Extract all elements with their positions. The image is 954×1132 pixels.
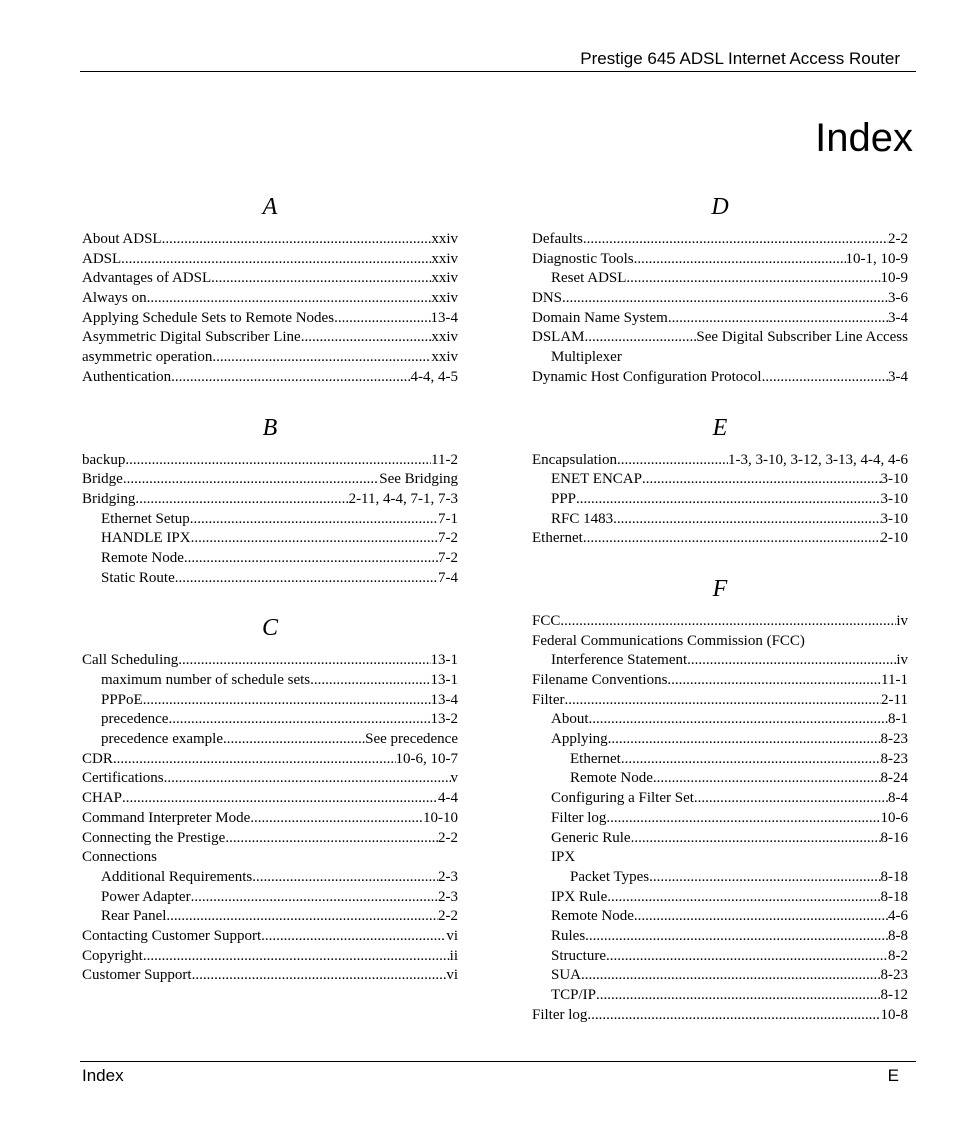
index-term: Bridging: [82, 490, 136, 507]
index-page-ref: 3-6: [888, 290, 908, 307]
index-page-ref: 8-23: [880, 731, 908, 748]
index-term: Connecting the Prestige: [82, 829, 226, 846]
section-letter: E: [712, 414, 728, 441]
index-page-ref: ii: [449, 947, 458, 964]
index-term: Encapsulation: [532, 451, 617, 468]
page-title: Index: [815, 116, 913, 160]
index-page-ref: 2-11: [881, 691, 908, 708]
index-entry: [82, 490, 458, 510]
dot-leader: [184, 549, 438, 569]
running-footer: [80, 1061, 916, 1085]
header-title: Prestige 645 ADSL Internet Access Router: [580, 49, 900, 68]
index-term: Ethernet: [570, 750, 621, 767]
index-page-ref: See Digital Subscriber Line Access: [696, 329, 908, 346]
dot-leader: [642, 470, 881, 490]
index-entry: [82, 289, 458, 309]
index-page-ref: xxiv: [431, 231, 458, 247]
dot-leader: [667, 671, 881, 691]
index-page-ref: 2-3: [438, 868, 458, 885]
index-entry: [532, 789, 908, 809]
index-page-ref: 10-6: [880, 809, 908, 826]
index-page-ref: 1-3, 3-10, 3-12, 3-13, 4-4, 4-6: [728, 451, 908, 468]
dot-leader: [576, 490, 880, 510]
index-page-ref: v: [450, 770, 458, 787]
index-page-ref: See Bridging: [379, 471, 458, 488]
dot-leader: [621, 750, 881, 770]
index-page-ref: 8-24: [880, 770, 908, 787]
index-entry: [532, 470, 908, 490]
index-page-ref: 8-23: [880, 750, 908, 767]
index-page-ref: See precedence: [365, 731, 458, 748]
index-term: Static Route: [101, 569, 175, 586]
index-term: Structure: [551, 947, 606, 964]
index-entry: [532, 348, 908, 368]
dot-leader: [631, 829, 881, 849]
index-entry: [532, 888, 908, 908]
index-entry: [82, 730, 458, 750]
dot-leader: [135, 490, 348, 510]
index-term: Federal Communications Commission (FCC): [532, 632, 805, 649]
index-page-ref: 13-1: [430, 652, 458, 669]
index-page-ref: 13-2: [430, 711, 458, 728]
dot-leader: [694, 789, 888, 809]
index-term: Power Adapter: [101, 888, 191, 905]
index-term: Diagnostic Tools: [532, 250, 634, 267]
dot-leader: [211, 269, 431, 289]
index-entry: [532, 309, 908, 329]
index-term: precedence: [101, 711, 169, 728]
dot-leader: [606, 809, 880, 829]
index-entry: [532, 1006, 908, 1026]
index-entry: [532, 868, 908, 888]
index-term: Configuring a Filter Set: [551, 790, 694, 807]
index-term: PPP: [551, 490, 577, 507]
dot-leader: [121, 250, 431, 270]
index-page-ref: 8-2: [888, 947, 908, 964]
dot-leader: [171, 368, 410, 388]
index-page-ref: 7-4: [438, 569, 458, 586]
index-entry: [82, 348, 458, 368]
dot-leader: [583, 529, 881, 549]
index-term: Bridge: [82, 471, 123, 488]
index-term: Authentication: [82, 368, 172, 385]
section-letter: C: [261, 615, 278, 642]
dot-leader: [191, 529, 438, 549]
dot-leader: [166, 907, 438, 927]
index-page-ref: 8-23: [880, 967, 908, 984]
index-entry: [532, 750, 908, 770]
index-entry: [82, 671, 458, 691]
dot-leader: [565, 691, 882, 711]
dot-leader: [585, 328, 697, 348]
index-term: Filename Conventions: [532, 672, 668, 688]
section-gap: [82, 388, 458, 413]
index-term: Filter log: [532, 1006, 588, 1023]
index-page-ref: 11-1: [881, 672, 908, 688]
dot-leader: [607, 888, 880, 908]
dot-leader: [261, 927, 446, 947]
dot-leader: [164, 769, 451, 789]
index-entry: [532, 250, 908, 270]
index-entry: [532, 612, 908, 632]
index-entry: [82, 691, 458, 711]
dot-leader: [143, 947, 450, 967]
index-entry: [82, 966, 458, 986]
index-page-ref: 11-2: [431, 451, 458, 468]
index-term: maximum number of schedule sets: [101, 672, 311, 688]
index-entry: [532, 328, 908, 348]
index-entry: [532, 809, 908, 829]
index-term: asymmetric operation: [82, 349, 213, 366]
index-term: Domain Name System: [532, 309, 668, 326]
index-page-ref: 10-6, 10-7: [395, 750, 458, 767]
index-page-ref: 7-2: [438, 549, 458, 566]
section-gap: [532, 549, 908, 574]
dot-leader: [143, 691, 431, 711]
index-term: Certifications: [82, 770, 164, 787]
index-entry: [82, 230, 458, 250]
index-entry: [82, 927, 458, 947]
dot-leader: [190, 510, 438, 530]
index-entry: [82, 710, 458, 730]
dot-leader: [626, 269, 880, 289]
index-term: Interference Statement: [551, 652, 688, 669]
section-gap: [82, 588, 458, 613]
index-page-ref: 8-12: [880, 987, 908, 1003]
index-page-ref: 2-2: [888, 231, 908, 247]
index-entry: [82, 269, 458, 289]
index-entry: [82, 848, 458, 868]
index-entry: [82, 368, 458, 388]
index-entry: [82, 651, 458, 671]
index-term: FCC: [532, 612, 561, 629]
index-entry: [532, 451, 908, 471]
dot-leader: [606, 947, 888, 967]
section-letter: B: [262, 414, 278, 441]
index-page-ref: xxiv: [431, 329, 458, 346]
index-term: Generic Rule: [551, 829, 631, 846]
index-term: About ADSL: [82, 231, 162, 247]
dot-leader: [587, 1006, 880, 1026]
index-term: CHAP: [82, 790, 123, 807]
index-page-ref: vi: [446, 967, 458, 984]
index-entry: [532, 769, 908, 789]
dot-leader: [123, 470, 379, 490]
index-entry: [82, 829, 458, 849]
dot-leader: [212, 348, 431, 368]
index-term: Remote Node: [101, 549, 184, 566]
index-term: Applying: [551, 731, 608, 748]
index-term: HANDLE IPX: [101, 530, 191, 547]
index-entry: [82, 328, 458, 348]
index-term: DSLAM: [532, 329, 585, 346]
index-page-ref: 7-2: [438, 530, 458, 547]
index-page-ref: xxiv: [431, 349, 458, 366]
index-page-ref: 13-1: [430, 672, 458, 688]
index-page-ref: 10-10: [423, 809, 458, 826]
index-page-ref: iv: [896, 652, 908, 669]
index-entry: [532, 829, 908, 849]
index-page-ref: 13-4: [430, 691, 458, 708]
dot-leader: [653, 769, 881, 789]
index-term: Filter: [532, 691, 565, 708]
index-page-ref: vi: [446, 927, 458, 944]
index-page-ref: 10-8: [880, 1006, 908, 1023]
index-page-ref: 2-2: [438, 908, 458, 925]
index-entry: [532, 966, 908, 986]
index-term: backup: [82, 451, 126, 468]
index-term: CDR: [82, 750, 113, 767]
index-entry: [82, 947, 458, 967]
dot-leader: [596, 986, 880, 1006]
index-term: Advantages of ADSL: [82, 270, 212, 287]
index-page-ref: 4-4, 4-5: [410, 368, 458, 385]
dot-leader: [147, 289, 432, 309]
index-entry: [82, 569, 458, 589]
index-term: Always on: [82, 290, 147, 307]
index-entry: [532, 986, 908, 1006]
section-gap: [532, 388, 908, 413]
index-entry: [82, 510, 458, 530]
index-term: ADSL: [82, 250, 122, 267]
index-entry: [532, 289, 908, 309]
section-letter: D: [711, 194, 729, 220]
index-entry: [532, 907, 908, 927]
index-entry: [82, 451, 458, 471]
dot-leader: [301, 328, 432, 348]
index-page-ref: xxiv: [431, 250, 458, 267]
dot-leader: [162, 230, 432, 250]
index-page-ref: 8-8: [888, 927, 908, 944]
index-entry: [532, 651, 908, 671]
index-term: ENET ENCAP: [551, 471, 642, 488]
index-term: Connections: [82, 849, 157, 866]
dot-leader: [310, 671, 430, 691]
dot-leader: [122, 789, 438, 809]
index-entry: [532, 710, 908, 730]
index-entry: [82, 470, 458, 490]
index-entry: [532, 730, 908, 750]
index-term: Command Interpreter Mode: [82, 809, 251, 826]
index-page-ref: 8-18: [880, 868, 908, 885]
index-term: IPX: [551, 849, 576, 866]
index-entry: [82, 750, 458, 770]
dot-leader: [560, 612, 896, 632]
index-term: Multiplexer: [551, 349, 622, 366]
index-entry: [82, 809, 458, 829]
index-term: Additional Requirements: [101, 868, 253, 885]
index-term: Ethernet: [532, 530, 583, 547]
index-page-ref: xxiv: [431, 270, 458, 287]
index-term: Defaults: [532, 231, 583, 247]
dot-leader: [125, 451, 431, 471]
dot-leader: [168, 710, 430, 730]
dot-leader: [649, 868, 880, 888]
dot-leader: [589, 710, 889, 730]
section-letter: F: [712, 575, 728, 602]
index-term: Contacting Customer Support: [82, 927, 262, 944]
dot-leader: [223, 730, 365, 750]
dot-leader: [191, 888, 438, 908]
index-entry: [532, 671, 908, 691]
index-term: Call Scheduling: [82, 652, 179, 669]
index-page-ref: 8-1: [888, 711, 908, 728]
index-page-ref: 2-2: [438, 829, 458, 846]
index-entry: [82, 549, 458, 569]
index-entry: [532, 510, 908, 530]
index-page-ref: 2-10: [880, 530, 908, 547]
index-entry: [532, 632, 908, 652]
index-page-ref: 2-11, 4-4, 7-1, 7-3: [348, 490, 458, 507]
index-page-ref: 3-10: [880, 490, 908, 507]
index-page-ref: 4-4: [438, 790, 458, 807]
dot-leader: [617, 451, 728, 471]
index-term: Dynamic Host Configuration Protocol: [532, 368, 762, 385]
index-term: Reset ADSL: [551, 270, 627, 287]
index-page-ref: 7-1: [438, 510, 458, 527]
index-term: Packet Types: [570, 868, 650, 885]
index-term: SUA: [551, 967, 582, 984]
index-entry: [82, 789, 458, 809]
dot-leader: [762, 368, 888, 388]
dot-leader: [687, 651, 896, 671]
index-column-left: [82, 192, 458, 986]
index-term: Ethernet Setup: [101, 510, 190, 527]
index-term: Asymmetric Digital Subscriber Line: [82, 329, 301, 346]
index-page-ref: 4-6: [888, 908, 908, 925]
dot-leader: [583, 230, 888, 250]
dot-leader: [668, 309, 888, 329]
index-entry: [82, 868, 458, 888]
index-page-ref: 3-10: [880, 510, 908, 527]
index-page-ref: 3-4: [888, 309, 908, 326]
index-entry: [532, 368, 908, 388]
dot-leader: [178, 651, 430, 671]
index-page-ref: 8-4: [888, 790, 908, 807]
dot-leader: [634, 907, 888, 927]
index-entry: [82, 888, 458, 908]
index-term: Remote Node: [570, 770, 653, 787]
footer-section-label: Index: [82, 1066, 124, 1085]
index-term: Remote Node: [551, 908, 634, 925]
running-header: [80, 47, 916, 72]
index-term: Rear Panel: [101, 908, 167, 925]
index-entry: [82, 529, 458, 549]
index-term: Applying Schedule Sets to Remote Nodes: [82, 309, 335, 326]
dot-leader: [252, 868, 438, 888]
dot-leader: [175, 569, 438, 589]
index-entry: [532, 230, 908, 250]
index-entry: [82, 250, 458, 270]
footer-page-number: E: [887, 1066, 899, 1085]
index-entry: [82, 309, 458, 329]
index-page-ref: 8-18: [880, 888, 908, 905]
index-entry: [532, 529, 908, 549]
index-term: TCP/IP: [551, 987, 597, 1003]
index-entry: [82, 907, 458, 927]
index-entry: [532, 947, 908, 967]
index-page-ref: xxiv: [431, 290, 458, 307]
index-column-right: [532, 192, 908, 1025]
index-entry: [532, 927, 908, 947]
dot-leader: [113, 750, 396, 770]
index-page-ref: 3-10: [880, 471, 908, 488]
dot-leader: [334, 309, 430, 329]
index-page-ref: iv: [896, 612, 908, 629]
index-term: About: [551, 711, 589, 728]
index-term: RFC 1483: [551, 510, 614, 527]
dot-leader: [192, 966, 447, 986]
index-page-ref: 2-3: [438, 888, 458, 905]
index-page-ref: 10-9: [880, 270, 908, 287]
index-term: Filter log: [551, 809, 607, 826]
index-term: IPX Rule: [551, 888, 608, 905]
section-letter: A: [262, 194, 278, 220]
index-entry: [532, 848, 908, 868]
dot-leader: [250, 809, 423, 829]
dot-leader: [225, 829, 438, 849]
index-entry: [532, 490, 908, 510]
index-term: DNS: [532, 290, 563, 307]
index-term: precedence example: [101, 731, 223, 748]
dot-leader: [608, 730, 881, 750]
index-term: Customer Support: [82, 967, 192, 984]
dot-leader: [562, 289, 888, 309]
index-page-ref: 13-4: [430, 309, 458, 326]
dot-leader: [613, 510, 880, 530]
index-entry: [532, 269, 908, 289]
index-entry: [532, 691, 908, 711]
index-term: Copyright: [82, 947, 143, 964]
dot-leader: [581, 966, 880, 986]
index-page-ref: 10-1, 10-9: [845, 250, 908, 267]
index-page-ref: 3-4: [888, 368, 908, 385]
index-entry: [82, 769, 458, 789]
index-term: PPPoE: [101, 691, 143, 708]
dot-leader: [585, 927, 888, 947]
dot-leader: [634, 250, 846, 270]
index-page-ref: 8-16: [880, 829, 908, 846]
index-term: Rules: [551, 927, 586, 944]
